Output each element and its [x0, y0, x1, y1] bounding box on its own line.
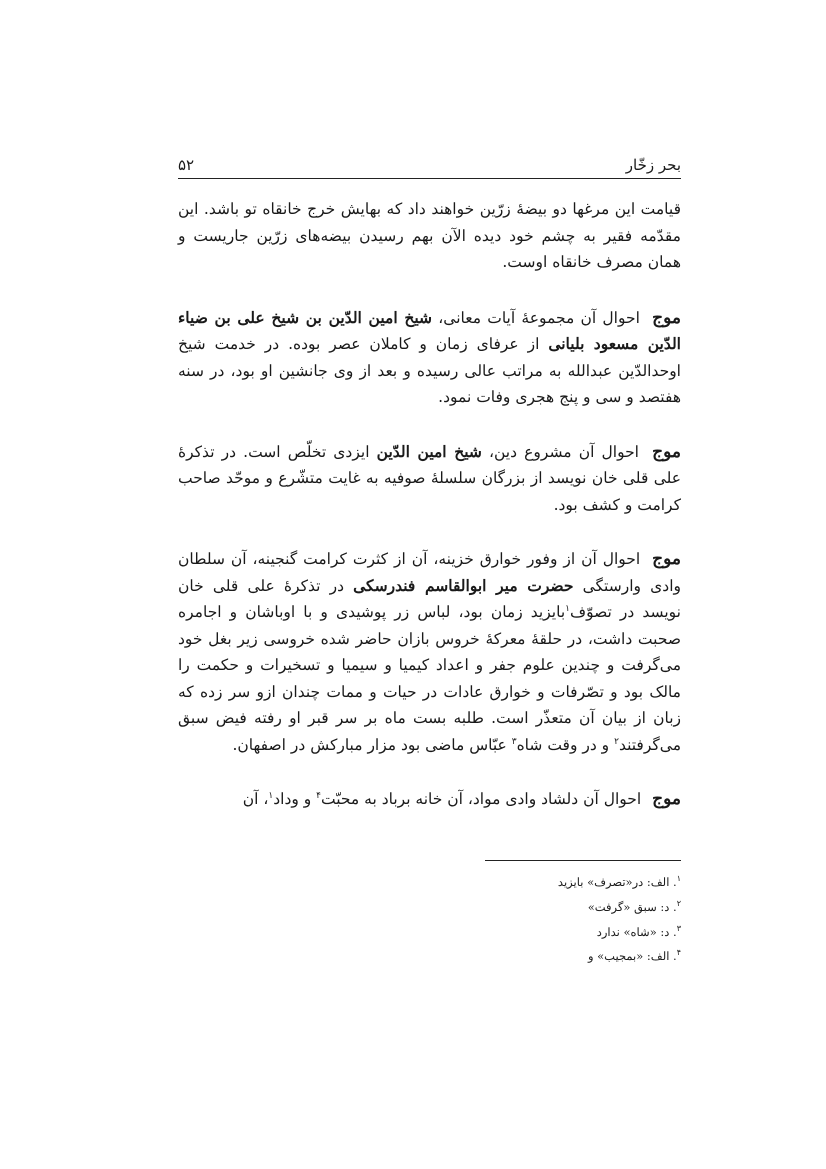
paragraph-text: ایزدی تخلّص است. در تذکرهٔ علی قلی خان نویسد از بزرگان سلسلهٔ صوفیه به غایت متشّرع و موحّد صاحب کرامت و کشف بود. [178, 442, 681, 514]
paragraph-text: و وداد [273, 790, 317, 808]
footnote-number: ۴ [676, 948, 681, 958]
footnote-number: ۳ [676, 923, 681, 933]
footnote-number: ۱ [676, 874, 681, 883]
paragraph-continuation [178, 196, 681, 276]
paragraph-mawj-3 [178, 546, 681, 758]
paragraph-text: احوال آن از وفور خوارق خزینه، آن از کثرت کرامت گنجینه، آن سلطان وادی وارستگی [178, 550, 681, 595]
mawj-marker: موج [652, 549, 681, 569]
footnote-item [485, 918, 681, 943]
paragraph-text: بایزید زمان بود، لباس زر پوشیدی و با اوباشان و اجامره صحبت داشت، در حلقهٔ معرکهٔ خروس بازان حاضر شده خروسی زیر بغل خود می‌گرفت و چندین علوم جفر و اعداد کیمیا و سیمیا و تسخیرات و حکمت را مالک بود و تصّرفات و خوارق عادات در حیات و ممات چندان ازو سر زده که زبان از بیان آن متعذّر است. طلبه بست ماه بر سر قبر او رفته فیض سبق می‌گرفتند [178, 603, 681, 754]
person-name: شیخ امین الدّین [376, 441, 482, 461]
footnote-item [485, 868, 681, 893]
paragraph-text: قیامت این مرغها دو بیضهٔ زرّین خواهند داد که بهایش خرج خانقاه تو باشد. این مقدّمه فقیر به چشم خود دیده الآن بهم رسیدن بیضه‌های زرّین جاریست و همان مصرف خانقاه اوست. [178, 200, 681, 271]
paragraph-text: و در وقت شاه [516, 735, 615, 754]
mawj-marker: موج [652, 789, 681, 809]
footnotes [485, 868, 681, 967]
footnote-ref[interactable]: ۲ [614, 736, 619, 747]
page-number: ۵۲ [178, 156, 195, 174]
footnote-ref[interactable]: ۱ [565, 603, 570, 614]
footnote-ref[interactable]: ۴ [316, 790, 322, 801]
running-title: بحر زخّار [625, 156, 681, 174]
footnote-number: ۲ [676, 898, 681, 908]
header-divider [178, 178, 681, 179]
paragraph-text: احوال آن مشروع دین، [481, 442, 647, 461]
footnote-ref[interactable]: ۱ [268, 790, 274, 801]
footnote-text: . الف: «بمجیب» و [587, 949, 677, 964]
paragraph-text: ، آن [242, 790, 269, 808]
footnote-text: . د: سبق «گرفت» [587, 899, 677, 914]
paragraph-text: احوال آن مجموعهٔ آیات معانی، [432, 308, 647, 327]
person-name: حضرت میر ابوالقاسم فندرسکی [353, 575, 574, 595]
footnote-divider [485, 860, 681, 861]
mawj-marker: موج [652, 441, 681, 462]
footnote-ref[interactable]: ۳ [511, 736, 517, 747]
paragraph-mawj-4 [178, 786, 681, 813]
paragraph-mawj-1 [178, 305, 681, 411]
mawj-marker: موج [652, 307, 681, 328]
paragraph-text: در تذکرهٔ علی قلی خان نویسد در تصوّف [178, 576, 681, 621]
paragraph-text: از عرفای زمان و کاملان عصر بوده. در خدمت شیخ اوحدالدّین عبدالله به مراتب عالی رسیده و بعد از وی جانشین او بود، در سنه هفتصد و سی و پنج هجری وفات نمود. [178, 335, 681, 406]
footnote-item [485, 893, 681, 918]
page-header [178, 148, 681, 174]
paragraph-text: احوال آن دلشاد وادی مواد، آن خانه برباد به محبّت [321, 790, 647, 808]
paragraph-text: عبّاس ماضی بود مزار مبارکش در اصفهان. [232, 735, 512, 754]
body-text [178, 196, 681, 841]
person-name: شیخ امین الدّین بن شیخ علی بن ضیاء الدّین مسعود بلیانی [178, 307, 681, 353]
footnote-text: . الف: در«تصرف» بایزید [557, 874, 677, 889]
footnote-text: . د: «شاه» ندارد [596, 924, 677, 939]
footnote-item [485, 942, 681, 967]
paragraph-mawj-2 [178, 439, 681, 519]
